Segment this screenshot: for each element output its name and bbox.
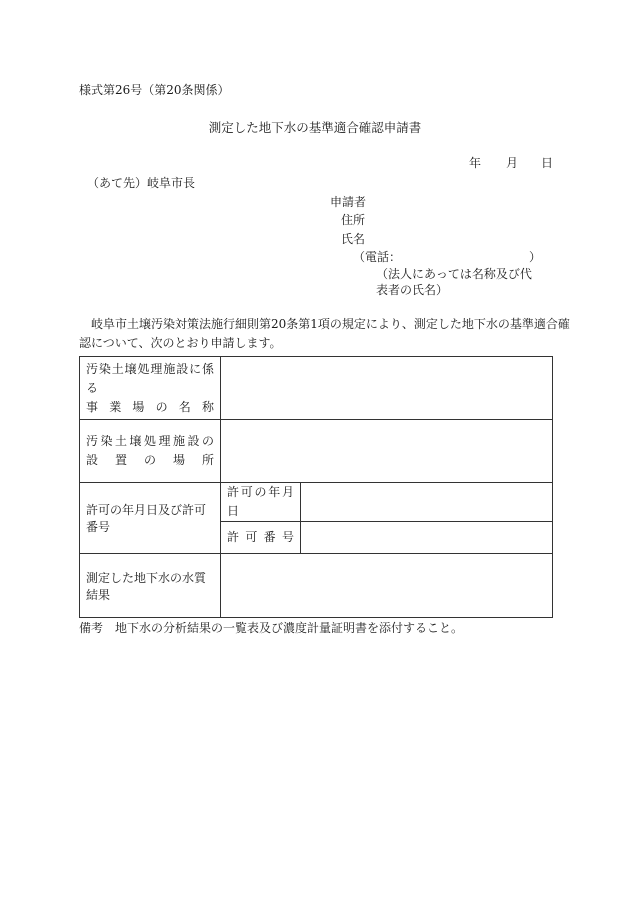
permit-number-label-text: 許可番号 xyxy=(227,530,294,544)
facility-name-label xyxy=(80,357,221,420)
table-row xyxy=(80,483,553,522)
facility-location-label-line2: 設置の場所 xyxy=(86,453,214,467)
permit-date-label xyxy=(221,483,301,522)
permit-date-label-text: 許可の年月日 xyxy=(227,485,294,518)
date-day-label: 日 xyxy=(541,156,554,170)
facility-name-label-line2: 事業場の名称 xyxy=(86,399,214,414)
date-month-label: 月 xyxy=(506,156,519,170)
name-label: 氏名 xyxy=(341,232,366,246)
facility-location-value[interactable] xyxy=(221,420,553,483)
permit-number-value[interactable] xyxy=(301,522,553,554)
body-text-line1: 岐阜市土壌汚染対策法施行細則第20条第1項の規定により、測定した地下水の基準適合確 xyxy=(91,317,570,331)
form-number: 様式第26号（第20条関係） xyxy=(79,83,230,97)
permit-number-label xyxy=(221,522,301,554)
table-row xyxy=(80,357,553,420)
permit-label xyxy=(80,483,221,554)
phone-label: （電話： xyxy=(353,250,402,264)
document-title: 測定した地下水の基準適合確認申請書 xyxy=(208,120,422,135)
phone-field xyxy=(353,251,541,263)
facility-name-value[interactable] xyxy=(221,357,553,420)
facility-location-label-line1: 汚染土壌処理施設の xyxy=(86,434,214,448)
facility-location-label xyxy=(80,420,221,483)
permit-date-value[interactable] xyxy=(301,483,553,522)
table-row xyxy=(80,554,553,618)
applicant-label: 申請者 xyxy=(330,195,367,209)
remarks-note: 備考 地下水の分析結果の一覧表及び濃度計量証明書を添付すること。 xyxy=(79,621,464,635)
phone-close-paren: ） xyxy=(528,250,541,264)
water-quality-label-text: 測定した地下水の水質結果 xyxy=(86,570,207,602)
corporate-note-line2: 表者の氏名） xyxy=(376,283,449,297)
addressee: （あて先）岐阜市長 xyxy=(87,176,196,190)
water-quality-label xyxy=(80,554,221,618)
permit-label-text: 許可の年月日及び許可番号 xyxy=(86,503,207,534)
date-year-label: 年 xyxy=(469,156,482,170)
application-table xyxy=(79,356,553,618)
address-label: 住所 xyxy=(341,213,366,227)
water-quality-value[interactable] xyxy=(221,554,553,618)
facility-name-label-line1: 汚染土壌処理施設に係る xyxy=(86,361,214,395)
body-text-line2: 認について、次のとおり申請します。 xyxy=(79,336,282,350)
corporate-note-line1: （法人にあっては名称及び代 xyxy=(376,267,532,281)
table-row xyxy=(80,420,553,483)
